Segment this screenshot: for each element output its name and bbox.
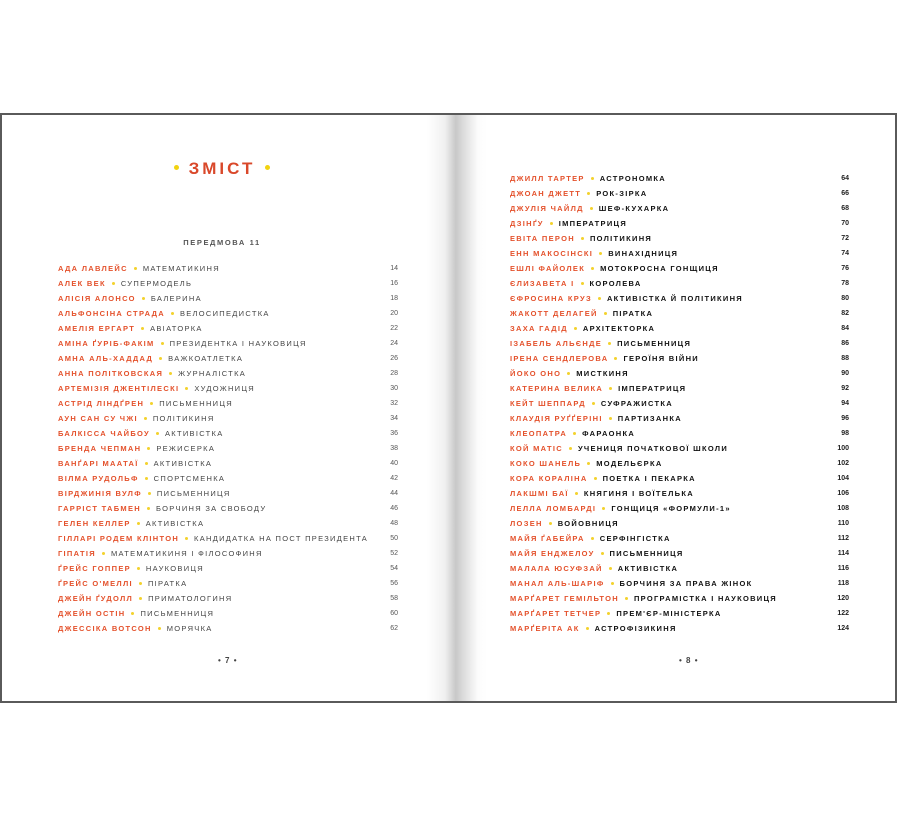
- entry-role: ГЕРОЇНЯ ВІЙНИ: [623, 354, 700, 363]
- toc-entry: [58, 321, 398, 336]
- toc-entry: [58, 366, 398, 381]
- page-number: • 8 •: [679, 656, 699, 665]
- entry-role: ПРИМАТОЛОГИНЯ: [148, 594, 233, 603]
- toc-entry: [58, 471, 398, 486]
- entry-page-number: 100: [837, 445, 849, 452]
- entry-name: ҐРЕЙС ГОППЕР: [58, 564, 131, 573]
- bullet-icon: [591, 537, 594, 540]
- entry-name: ДЖИЛЛ ТАРТЕР: [510, 174, 585, 183]
- entry-role: ШЕФ-КУХАРКА: [598, 204, 670, 213]
- bullet-icon: [602, 507, 605, 510]
- bullet-icon: [569, 447, 572, 450]
- entry-role: ПОЛІТИКИНЯ: [589, 234, 653, 243]
- toc-entry: [510, 351, 849, 366]
- entry-role: СЕРФІНГІСТКА: [599, 534, 671, 543]
- bullet-icon: [573, 432, 576, 435]
- entry-page-number: 54: [390, 565, 398, 572]
- entry-page-number: 14: [390, 265, 398, 272]
- entry-page-number: 32: [390, 400, 398, 407]
- bullet-icon: [159, 357, 162, 360]
- toc-entry: [58, 576, 398, 591]
- entry-page-number: 52: [390, 550, 398, 557]
- bullet-icon: [139, 597, 142, 600]
- toc-entry: [58, 426, 398, 441]
- entry-page-number: 48: [390, 520, 398, 527]
- bullet-icon: [137, 522, 140, 525]
- entry-role: ВЕЛОСИПЕДИСТКА: [179, 309, 270, 318]
- bullet-icon: [590, 207, 593, 210]
- toc-entry: [510, 246, 849, 261]
- bullet-icon: [144, 417, 147, 420]
- entry-page-number: 118: [837, 580, 849, 587]
- bullet-icon: [549, 522, 552, 525]
- entry-page-number: 38: [390, 445, 398, 452]
- toc-entry: [58, 591, 398, 606]
- entry-page-number: 116: [837, 565, 849, 572]
- entry-role: ГОНЩИЦЯ «ФОРМУЛИ-1»: [611, 504, 731, 513]
- entry-role: ПРОГРАМІСТКА І НАУКОВИЦЯ: [633, 594, 777, 603]
- entry-name: ГАРРІСТ ТАБМЕН: [58, 504, 141, 513]
- entry-page-number: 80: [841, 295, 849, 302]
- entry-role: СУПЕРМОДЕЛЬ: [120, 279, 193, 288]
- toc-entry: [58, 381, 398, 396]
- entry-page-number: 16: [390, 280, 398, 287]
- bullet-icon: [142, 297, 145, 300]
- toc-entry: [58, 306, 398, 321]
- entry-page-number: 98: [841, 430, 849, 437]
- entry-role: КАНДИДАТКА НА ПОСТ ПРЕЗИДЕНТА: [194, 534, 369, 543]
- toc-entry: [58, 276, 398, 291]
- entry-role: ПИСЬМЕННИЦЯ: [617, 339, 692, 348]
- entry-role: РЕЖИСЕРКА: [156, 444, 216, 453]
- toc-title: [2, 159, 442, 179]
- entry-name: ВІЛМА РУДОЛЬФ: [58, 474, 139, 483]
- toc-entry: [58, 261, 398, 276]
- entry-page-number: 94: [841, 400, 849, 407]
- entry-page-number: 78: [841, 280, 849, 287]
- toc-entry: [510, 216, 849, 231]
- bullet-icon: [265, 165, 270, 170]
- entry-page-number: 24: [390, 340, 398, 347]
- entry-name: БРЕНДА ЧЕПМАН: [58, 444, 142, 453]
- entry-page-number: 104: [837, 475, 849, 482]
- entry-name: ЛЕЛЛА ЛОМБАРДІ: [510, 504, 597, 513]
- entry-role: МИСТКИНЯ: [576, 369, 629, 378]
- toc-entry: [510, 171, 849, 186]
- entry-page-number: 18: [390, 295, 398, 302]
- bullet-icon: [614, 357, 617, 360]
- entry-page-number: 46: [390, 505, 398, 512]
- entry-role: АКТИВІСТКА: [617, 564, 679, 573]
- toc-entry: [58, 456, 398, 471]
- toc-list-right: [510, 171, 849, 636]
- entry-role: БОРЧИНЯ ЗА ПРАВА ЖІНОК: [619, 579, 753, 588]
- bullet-icon: [599, 252, 602, 255]
- entry-role: АВІАТОРКА: [150, 324, 203, 333]
- bullet-icon: [591, 177, 594, 180]
- entry-role: ХУДОЖНИЦЯ: [194, 384, 255, 393]
- bullet-icon: [148, 492, 151, 495]
- bullet-icon: [587, 462, 590, 465]
- toc-entry: [510, 546, 849, 561]
- entry-name: ЄФРОСИНА КРУЗ: [510, 294, 592, 303]
- bullet-icon: [581, 237, 584, 240]
- entry-page-number: 102: [837, 460, 849, 467]
- entry-page-number: 106: [837, 490, 849, 497]
- entry-name: ДЖУЛІЯ ЧАЙЛД: [510, 204, 584, 213]
- entry-page-number: 110: [837, 520, 849, 527]
- entry-page-number: 28: [390, 370, 398, 377]
- entry-role: БОРЧИНЯ ЗА СВОБОДУ: [155, 504, 267, 513]
- bullet-icon: [158, 627, 161, 630]
- entry-page-number: 50: [390, 535, 398, 542]
- toc-entry: [58, 561, 398, 576]
- entry-page-number: 22: [390, 325, 398, 332]
- entry-name: ЛОЗЕН: [510, 519, 543, 528]
- left-page: [2, 115, 442, 701]
- book-spread: [0, 113, 897, 703]
- bullet-icon: [145, 477, 148, 480]
- bullet-icon: [591, 267, 594, 270]
- entry-name: ДЖЕССІКА ВОТСОН: [58, 624, 152, 633]
- entry-page-number: 40: [390, 460, 398, 467]
- toc-entry: [510, 291, 849, 306]
- entry-page-number: 58: [390, 595, 398, 602]
- page-number: • 7 •: [218, 656, 238, 665]
- toc-entry: [58, 486, 398, 501]
- entry-page-number: 62: [390, 625, 398, 632]
- entry-name: ЄЛИЗАВЕТА І: [510, 279, 575, 288]
- entry-role: АКТИВІСТКА: [145, 519, 205, 528]
- bullet-icon: [611, 582, 614, 585]
- entry-page-number: 36: [390, 430, 398, 437]
- entry-name: АЛІСІЯ АЛОНСО: [58, 294, 136, 303]
- entry-page-number: 76: [841, 265, 849, 272]
- entry-role: АКТИВІСТКА Й ПОЛІТИКИНЯ: [606, 294, 743, 303]
- entry-role: АСТРОФІЗИКИНЯ: [594, 624, 677, 633]
- entry-name: МАЙЯ ЕНДЖЕЛОУ: [510, 549, 595, 558]
- entry-role: ВАЖКОАТЛЕТКА: [168, 354, 244, 363]
- bullet-icon: [141, 327, 144, 330]
- bullet-icon: [598, 297, 601, 300]
- entry-role: КОРОЛЕВА: [589, 279, 642, 288]
- entry-name: ГІПАТІЯ: [58, 549, 96, 558]
- bullet-icon: [102, 552, 105, 555]
- entry-name: ІРЕНА СЕНДЛЕРОВА: [510, 354, 609, 363]
- entry-name: ЗАХА ГАДІД: [510, 324, 568, 333]
- entry-page-number: 34: [390, 415, 398, 422]
- bullet-icon: [134, 267, 137, 270]
- entry-role: ПІРАТКА: [612, 309, 654, 318]
- bullet-icon: [185, 537, 188, 540]
- entry-role: ВОЙОВНИЦЯ: [557, 519, 619, 528]
- entry-page-number: 72: [841, 235, 849, 242]
- entry-page-number: 20: [390, 310, 398, 317]
- entry-role: ФАРАОНКА: [582, 429, 636, 438]
- bullet-icon: [147, 447, 150, 450]
- entry-page-number: 56: [390, 580, 398, 587]
- entry-name: АМНА АЛЬ-ХАДДАД: [58, 354, 154, 363]
- entry-role: АКТИВІСТКА: [164, 429, 224, 438]
- bullet-icon: [574, 327, 577, 330]
- entry-name: АУН САН СУ ЧЖІ: [58, 414, 138, 423]
- entry-name: МАЛАЛА ЮСУФЗАЙ: [510, 564, 603, 573]
- entry-name: ГЕЛЕН КЕЛЛЕР: [58, 519, 131, 528]
- entry-role: ІМПЕРАТРИЦЯ: [618, 384, 687, 393]
- entry-page-number: 92: [841, 385, 849, 392]
- bullet-icon: [131, 612, 134, 615]
- entry-role: АКТИВІСТКА: [153, 459, 213, 468]
- entry-page-number: 64: [841, 175, 849, 182]
- entry-name: АЛЬФОНСІНА СТРАДА: [58, 309, 165, 318]
- toc-entry: [510, 426, 849, 441]
- entry-role: ВИНАХІДНИЦЯ: [608, 249, 679, 258]
- right-page: [462, 115, 899, 701]
- entry-name: ДЖЕЙН ОСТІН: [58, 609, 126, 618]
- entry-page-number: 120: [837, 595, 849, 602]
- entry-name: ЕВІТА ПЕРОН: [510, 234, 575, 243]
- entry-role: РОК-ЗІРКА: [596, 189, 648, 198]
- toc-entry: [58, 291, 398, 306]
- entry-page-number: 114: [837, 550, 849, 557]
- entry-page-number: 66: [841, 190, 849, 197]
- entry-name: МАРҐАРЕТ ТЕТЧЕР: [510, 609, 602, 618]
- bullet-icon: [185, 387, 188, 390]
- entry-page-number: 124: [837, 625, 849, 632]
- entry-name: БАЛКІССА ЧАЙБОУ: [58, 429, 150, 438]
- entry-name: КЕЙТ ШЕППАРД: [510, 399, 586, 408]
- entry-name: КЛАУДІЯ РУҐҐЕРІНІ: [510, 414, 603, 423]
- toc-entry: [510, 501, 849, 516]
- toc-entry: [510, 201, 849, 216]
- bullet-icon: [604, 312, 607, 315]
- bullet-icon: [156, 432, 159, 435]
- entry-page-number: 68: [841, 205, 849, 212]
- bullet-icon: [607, 612, 610, 615]
- toc-entry: [58, 501, 398, 516]
- toc-entry: [58, 441, 398, 456]
- entry-page-number: 42: [390, 475, 398, 482]
- bullet-icon: [147, 507, 150, 510]
- entry-role: ЖУРНАЛІСТКА: [178, 369, 247, 378]
- entry-role: МАТЕМАТИКИНЯ: [142, 264, 220, 273]
- entry-role: МОРЯЧКА: [166, 624, 213, 633]
- entry-role: ПИСЬМЕННИЦЯ: [609, 549, 684, 558]
- bullet-icon: [587, 192, 590, 195]
- toc-entry: [510, 336, 849, 351]
- entry-name: ЛАКШМІ БАЇ: [510, 489, 569, 498]
- toc-entry: [510, 186, 849, 201]
- toc-title-text: ЗМІСТ: [188, 159, 256, 178]
- entry-page-number: 108: [837, 505, 849, 512]
- entry-role: МОТОКРОСНА ГОНЩИЦЯ: [600, 264, 719, 273]
- entry-role: СПОРТСМЕНКА: [153, 474, 226, 483]
- toc-entry: [510, 621, 849, 636]
- entry-page-number: 60: [390, 610, 398, 617]
- toc-entry: [510, 321, 849, 336]
- entry-role: ПРЕМ'ЄР-МІНІСТЕРКА: [616, 609, 722, 618]
- bullet-icon: [139, 582, 142, 585]
- entry-page-number: 88: [841, 355, 849, 362]
- toc-entry: [510, 261, 849, 276]
- toc-entry: [510, 306, 849, 321]
- entry-name: ДЗІНҐУ: [510, 219, 544, 228]
- entry-name: ҐРЕЙС О'МЕЛЛІ: [58, 579, 133, 588]
- entry-name: МАЙЯ ҐАБЕЙРА: [510, 534, 585, 543]
- entry-page-number: 84: [841, 325, 849, 332]
- bullet-icon: [609, 417, 612, 420]
- toc-entry: [510, 561, 849, 576]
- toc-entry: [510, 486, 849, 501]
- toc-entry: [58, 336, 398, 351]
- entry-name: ЕШЛІ ФАЙОЛЕК: [510, 264, 586, 273]
- entry-name: ЙОКО ОНО: [510, 369, 562, 378]
- entry-role: НАУКОВИЦЯ: [145, 564, 204, 573]
- toc-entry: [58, 621, 398, 636]
- bullet-icon: [161, 342, 164, 345]
- entry-name: АСТРІД ЛІНДҐРЕН: [58, 399, 145, 408]
- entry-page-number: 86: [841, 340, 849, 347]
- entry-page-number: 74: [841, 250, 849, 257]
- entry-role: АСТРОНОМКА: [599, 174, 667, 183]
- entry-name: АМЕЛІЯ ЕРГАРТ: [58, 324, 136, 333]
- entry-role: ПИСЬМЕННИЦЯ: [159, 399, 233, 408]
- bullet-icon: [174, 165, 179, 170]
- toc-entry: [510, 576, 849, 591]
- entry-name: ВАНҐАРІ МААТАЇ: [58, 459, 139, 468]
- entry-name: ВІРДЖИНІЯ ВУЛФ: [58, 489, 142, 498]
- toc-entry: [510, 231, 849, 246]
- toc-entry: [510, 531, 849, 546]
- toc-entry: [510, 516, 849, 531]
- entry-name: ГІЛЛАРІ РОДЕМ КЛІНТОН: [58, 534, 180, 543]
- entry-page-number: 26: [390, 355, 398, 362]
- bullet-icon: [145, 462, 148, 465]
- toc-entry: [510, 441, 849, 456]
- bullet-icon: [609, 567, 612, 570]
- bullet-icon: [581, 282, 584, 285]
- entry-page-number: 70: [841, 220, 849, 227]
- entry-role: УЧЕНИЦЯ ПОЧАТКОВОЇ ШКОЛИ: [577, 444, 729, 453]
- toc-entry: [510, 276, 849, 291]
- entry-role: ПИСЬМЕННИЦЯ: [156, 489, 231, 498]
- entry-page-number: 122: [837, 610, 849, 617]
- toc-entry: [510, 366, 849, 381]
- toc-entry: [510, 456, 849, 471]
- toc-entry: [510, 411, 849, 426]
- entry-name: МАРҐЕРІТА АК: [510, 624, 580, 633]
- toc-entry: [58, 546, 398, 561]
- bullet-icon: [150, 402, 153, 405]
- bullet-icon: [575, 492, 578, 495]
- entry-name: ДЖОАН ДЖЕТТ: [510, 189, 582, 198]
- bullet-icon: [594, 477, 597, 480]
- entry-name: АЛЕК ВЕК: [58, 279, 106, 288]
- entry-role: ІМПЕРАТРИЦЯ: [558, 219, 628, 228]
- entry-name: АННА ПОЛІТКОВСКАЯ: [58, 369, 164, 378]
- entry-name: ДЖЕЙН ҐУДОЛЛ: [58, 594, 134, 603]
- toc-list-left: [58, 261, 398, 636]
- entry-role: ПОЛІТИКИНЯ: [152, 414, 215, 423]
- bullet-icon: [586, 627, 589, 630]
- entry-name: МАНАЛ АЛЬ-ШАРІФ: [510, 579, 605, 588]
- entry-page-number: 44: [390, 490, 398, 497]
- entry-role: ПРЕЗИДЕНТКА І НАУКОВИЦЯ: [169, 339, 307, 348]
- entry-name: КОКО ШАНЕЛЬ: [510, 459, 582, 468]
- entry-name: АРТЕМІЗІЯ ДЖЕНТІЛЕСКІ: [58, 384, 180, 393]
- bullet-icon: [567, 372, 570, 375]
- entry-role: ПИСЬМЕННИЦЯ: [140, 609, 215, 618]
- entry-page-number: 112: [837, 535, 849, 542]
- entry-name: АДА ЛАВЛЕЙС: [58, 264, 128, 273]
- entry-name: КОЙ МАТІС: [510, 444, 563, 453]
- bullet-icon: [625, 597, 628, 600]
- bullet-icon: [171, 312, 174, 315]
- entry-role: КНЯГИНЯ І ВОЇТЕЛЬКА: [583, 489, 694, 498]
- entry-name: ІЗАБЕЛЬ АЛЬЄНДЕ: [510, 339, 603, 348]
- bullet-icon: [112, 282, 115, 285]
- entry-role: ПАРТИЗАНКА: [617, 414, 682, 423]
- entry-role: БАЛЕРИНА: [150, 294, 202, 303]
- bullet-icon: [601, 552, 604, 555]
- bullet-icon: [608, 342, 611, 345]
- toc-entry: [58, 606, 398, 621]
- entry-name: КЛЕОПАТРА: [510, 429, 568, 438]
- bullet-icon: [137, 567, 140, 570]
- entry-name: КОРА КОРАЛІНА: [510, 474, 588, 483]
- toc-entry: [510, 381, 849, 396]
- entry-page-number: 90: [841, 370, 849, 377]
- toc-entry: [58, 351, 398, 366]
- bullet-icon: [550, 222, 553, 225]
- toc-entry: [510, 591, 849, 606]
- entry-page-number: 82: [841, 310, 849, 317]
- entry-page-number: 30: [390, 385, 398, 392]
- entry-role: СУФРАЖИСТКА: [600, 399, 673, 408]
- entry-role: МОДЕЛЬЄРКА: [596, 459, 663, 468]
- entry-role: ПІРАТКА: [147, 579, 188, 588]
- entry-page-number: 96: [841, 415, 849, 422]
- entry-role: МАТЕМАТИКИНЯ І ФІЛОСОФИНЯ: [110, 549, 263, 558]
- entry-role: ПОЕТКА І ПЕКАРКА: [602, 474, 696, 483]
- toc-entry: [58, 411, 398, 426]
- bullet-icon: [592, 402, 595, 405]
- toc-entry: [510, 396, 849, 411]
- entry-name: АМІНА ҐУРІБ-ФАКІМ: [58, 339, 155, 348]
- entry-name: МАРҐАРЕТ ГЕМІЛЬТОН: [510, 594, 619, 603]
- toc-entry: [58, 396, 398, 411]
- preface-entry: ПЕРЕДМОВА 11: [183, 238, 261, 247]
- bullet-icon: [609, 387, 612, 390]
- toc-entry: [58, 516, 398, 531]
- entry-name: КАТЕРИНА ВЕЛИКА: [510, 384, 604, 393]
- toc-entry: [510, 471, 849, 486]
- entry-name: ЕНН МАКОСІНСКІ: [510, 249, 594, 258]
- bullet-icon: [169, 372, 172, 375]
- toc-entry: [510, 606, 849, 621]
- entry-role: АРХІТЕКТОРКА: [582, 324, 656, 333]
- toc-entry: [58, 531, 398, 546]
- entry-name: ЖАКОТТ ДЕЛАГЕЙ: [510, 309, 598, 318]
